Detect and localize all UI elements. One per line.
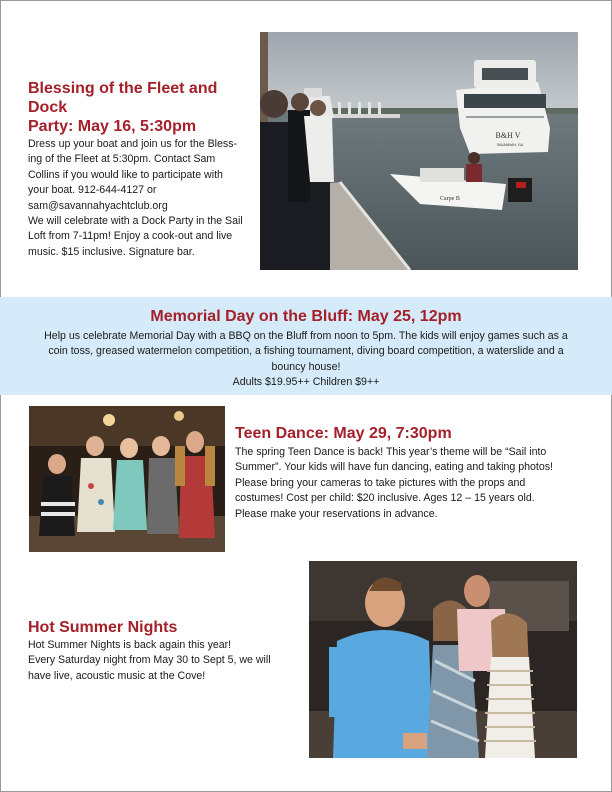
teen-title: Teen Dance: May 29, 7:30pm bbox=[235, 425, 452, 442]
teen-photo-illustration bbox=[29, 406, 225, 552]
teen-photo bbox=[29, 406, 225, 552]
fleet-photo-illustration bbox=[260, 32, 578, 270]
fleet-line: music. $15 inclusive. Signature bar. bbox=[28, 245, 195, 258]
summer-photo bbox=[309, 561, 577, 758]
memorial-prices: Adults $19.95++ Children $9++ bbox=[232, 376, 380, 389]
fleet-title-line2: Party: May 16, 5:30pm bbox=[28, 118, 197, 135]
summer-section bbox=[28, 618, 298, 684]
summer-title: Hot Summer Nights bbox=[28, 619, 178, 636]
memorial-line: coin toss, greased watermelon competition, a fishing tournament, diving board competition, a waterslide and a bbox=[48, 345, 564, 358]
summer-line: Every Saturday night from May 30 to Sept 5, we will bbox=[28, 654, 271, 667]
fleet-line: Dress up your boat and join us for the Bless- bbox=[28, 138, 238, 150]
summer-line: have live, acoustic music at the Cove! bbox=[28, 669, 206, 682]
memorial-description bbox=[0, 329, 612, 391]
fleet-line: Loft from 7-11pm! Enjoy a cook-out and live bbox=[28, 230, 233, 243]
fleet-line: ing of the Fleet at 5:30pm. Contact Sam bbox=[28, 153, 216, 166]
fleet-email[interactable]: sam@savannahyachtclub.org bbox=[28, 199, 168, 212]
fleet-title-line1: Blessing of the Fleet and Dock bbox=[28, 80, 218, 116]
teen-line: The spring Teen Dance is back! This year’s theme will be “Sail into bbox=[235, 446, 547, 458]
teen-line: Please make your reservations in advance. bbox=[235, 507, 438, 520]
fleet-photo bbox=[260, 32, 578, 270]
memorial-title: Memorial Day on the Bluff: May 25, 12pm bbox=[150, 308, 462, 325]
memorial-section bbox=[0, 297, 612, 395]
yacht-home-port: SAVANNAH, GA bbox=[496, 143, 524, 147]
skiff-name: Carpe B bbox=[440, 196, 460, 202]
fleet-line: Collins if you would like to participate with bbox=[28, 168, 223, 181]
summer-photo-illustration bbox=[309, 561, 577, 758]
teen-line: Summer”. Your kids will have fun dancing, eating and taking photos! bbox=[235, 461, 554, 474]
memorial-line: bouncy house! bbox=[271, 360, 341, 373]
teen-description bbox=[235, 445, 581, 522]
fleet-title bbox=[28, 79, 253, 136]
summer-line: Hot Summer Nights is back again this year! bbox=[28, 639, 232, 651]
teen-section bbox=[235, 424, 581, 522]
fleet-line: your boat. 912-644-4127 or bbox=[28, 184, 157, 197]
fleet-description bbox=[28, 137, 253, 260]
summer-description bbox=[28, 638, 298, 684]
memorial-line: Help us celebrate Memorial Day with a BBQ on the Bluff from noon to 5pm. The kids will enjoy games such as a bbox=[44, 330, 568, 342]
teen-line: costumes! Cost per child: $20 inclusive. Ages 12 – 15 years old. bbox=[235, 492, 535, 505]
fleet-line: We will celebrate with a Dock Party in the Sail bbox=[28, 215, 243, 228]
yacht-name: B&H V bbox=[495, 131, 521, 140]
teen-line: Please bring your cameras to take pictures with the props and bbox=[235, 476, 526, 489]
fleet-section bbox=[28, 79, 253, 260]
